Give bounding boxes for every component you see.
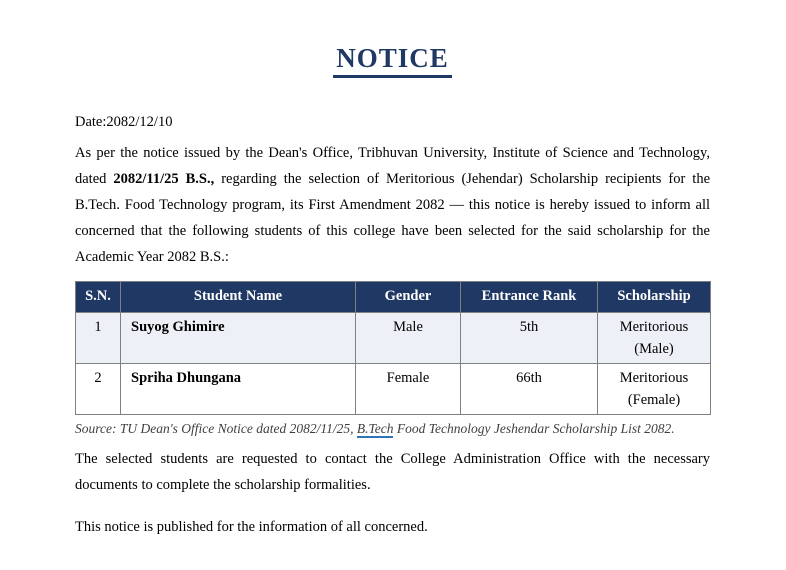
- header-student-name: Student Name: [121, 281, 356, 312]
- source-text-post: Food Technology Jeshendar Scholarship List 2082.: [393, 420, 675, 436]
- scholarship-table: [75, 281, 711, 415]
- closing-paragraph: This notice is published for the information of all concerned.: [75, 518, 428, 535]
- cell-sn: 1: [76, 312, 121, 363]
- intro-bold-date: 2082/11/25 B.S.,: [113, 170, 215, 187]
- date-line: Date:2082/12/10: [75, 113, 173, 130]
- cell-sn: 2: [76, 363, 121, 414]
- cell-scholarship: Meritorious (Male): [598, 312, 711, 363]
- btech-link[interactable]: B.Tech: [356, 420, 394, 436]
- notice-document: [0, 44, 786, 570]
- page-title: [75, 44, 710, 78]
- intro-paragraph: [75, 140, 710, 270]
- source-text-pre: Source: TU Dean's Office Notice dated 2082/11/25,: [75, 420, 357, 436]
- table-row: [76, 363, 711, 414]
- cell-entrance-rank: 5th: [461, 312, 598, 363]
- cell-entrance-rank: 66th: [461, 363, 598, 414]
- cell-student-name: Spriha Dhungana: [121, 363, 356, 414]
- intro-text-pre: As per the notice issued by the Dean's Office, Tribhuvan University, Institute of Science and Technology, dated: [75, 144, 710, 187]
- header-entrance-rank: Entrance Rank: [461, 281, 598, 312]
- header-sn: S.N.: [76, 281, 121, 312]
- table-header-row: [76, 281, 711, 312]
- source-line: [75, 421, 710, 437]
- header-scholarship: Scholarship: [598, 281, 711, 312]
- intro-text-post: regarding the selection of Meritorious (Jehendar) Scholarship recipients for the B.Tech. Food Technology program, its First Amendment 2082 — this notice is hereby issued to inform all concerned that the following students of this college have been selected for the said scholarship for the Academic Year 2082 B.S.:: [75, 170, 711, 265]
- table-row: [76, 312, 711, 363]
- cell-student-name: Suyog Ghimire: [121, 312, 356, 363]
- cell-scholarship: Meritorious (Female): [598, 363, 711, 414]
- notice-title: NOTICE: [333, 44, 452, 78]
- cell-gender: Female: [356, 363, 461, 414]
- contact-paragraph: The selected students are requested to contact the College Administration Office with the necessary documents to complete the scholarship formalities.: [75, 450, 710, 493]
- cell-gender: Male: [356, 312, 461, 363]
- header-gender: Gender: [356, 281, 461, 312]
